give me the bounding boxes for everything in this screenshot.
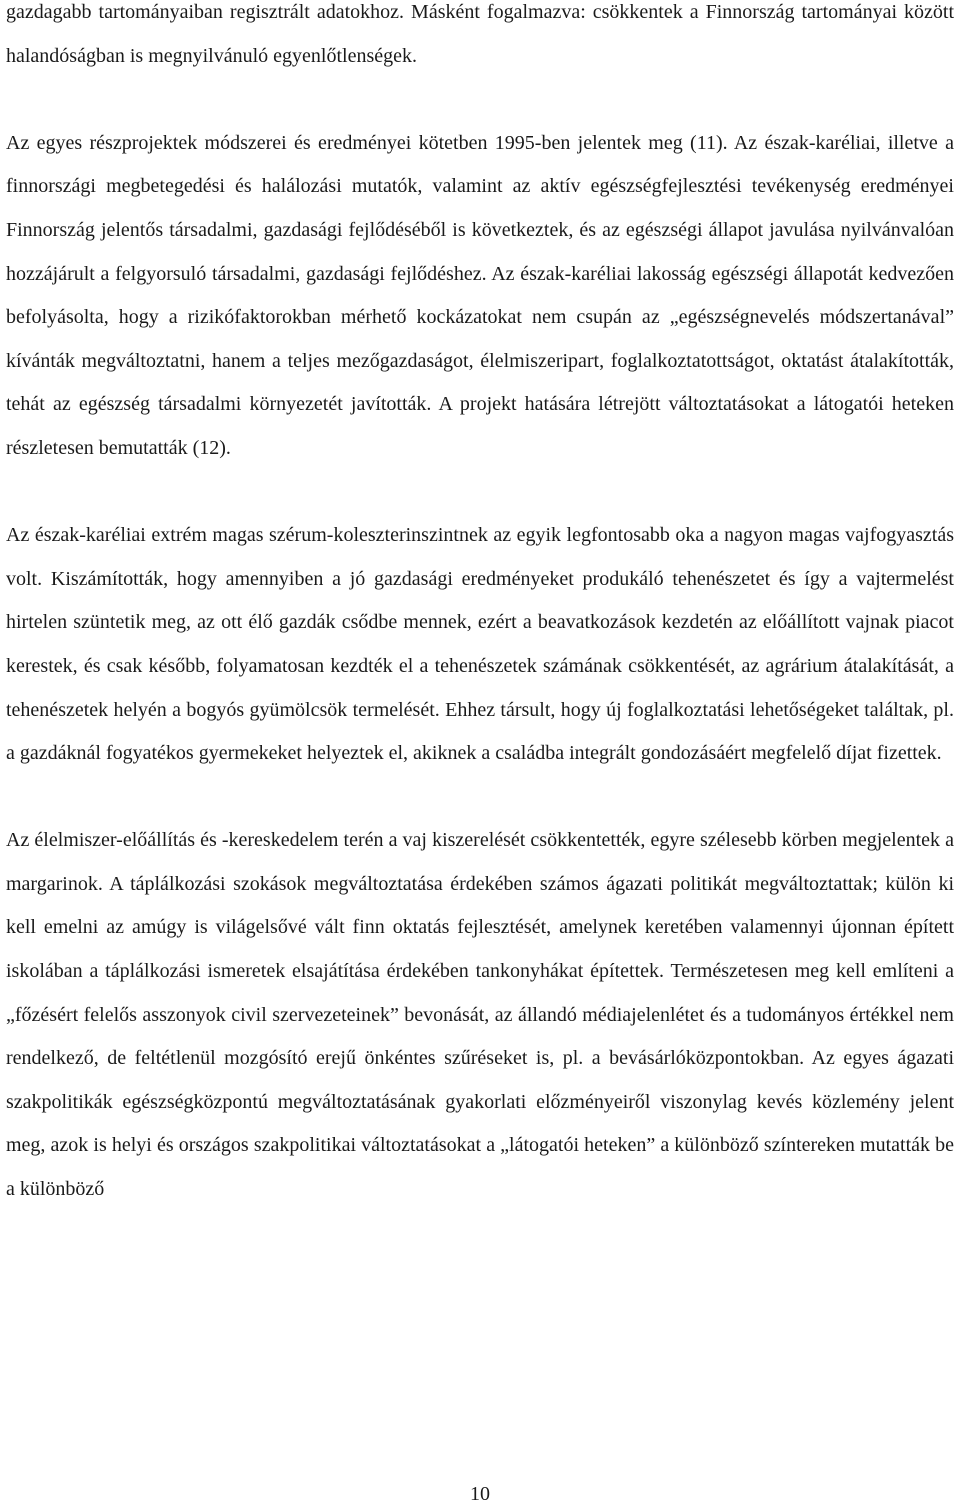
document-page [6, 0, 954, 1212]
page-number: 10 [470, 1483, 490, 1505]
paragraph-4: Az élelmiszer-előállítás és -kereskedelem terén a vaj kiszerelését csökkentették, egyre szélesebb körben megjelentek a margarinok. A táplálkozási szokások megváltoztatása érdekében számos ágazati politikát megváltoztattak; külön ki kell emelni az amúgy is világelsővé vált finn oktatás fejlesztését, amelynek keretében valamennyi újonnan épített iskolában a táplálkozási ismeretek elsajátítása érdekében tankonyhákat építettek. Természetesen meg kell említeni a „főzésért felelős asszonyok civil szervezeteinek” bevonását, az állandó médiajelenlétet és a tudományos értékkel nem rendelkező, de feltétlenül mozgósító erejű önkéntes szűréseket is, pl. a bevásárlóközpontokban. Az egyes ágazati szakpolitikák egészségközpontú megváltoztatásának gyakorlati előzményeiről viszonylag kevés közlemény jelent meg, azok is helyi és országos szakpolitikai változtatásokat a „látogatói heteken” a különböző színtereken mutatták be a különböző [6, 829, 954, 1201]
paragraph-3: Az észak-karéliai extrém magas szérum-koleszterinszintnek az egyik legfontosabb oka a nagyon magas vajfogyasztás volt. Kiszámították, hogy amennyiben a jó gazdasági eredményeket produkáló tehenészetet és így a vajtermelést hirtelen szüntetik meg, az ott élő gazdák csődbe mennek, ezért a beavatkozások kezdetén az előállított vajnak piacot kerestek, és csak később, folyamatosan kezdték el a tehenészetek számának csökkentését, az agrárium átalakítását, a tehenészetek helyén a bogyós gyümölcsök termelését. Ehhez társult, hogy új foglalkoztatási lehetőségeket találtak, pl. a gazdáknál fogyatékos gyermekeket helyeztek el, akiknek a családba integrált gondozásáért megfelelő díjat fizettek. [6, 524, 954, 765]
paragraph-2: Az egyes részprojektek módszerei és eredményei kötetben 1995-ben jelentek meg (11). Az észak-karéliai, illetve a finnországi megbetegedési és halálozási mutatók, valamint az aktív egészségfejlesztési tevékenység eredményei Finnország jelentős társadalmi, gazdasági fejlődéséből is következtek, és az egészségi állapot javulása nyilvánvalóan hozzájárult a felgyorsuló társadalmi, gazdasági fejlődéshez. Az észak-karéliai lakosság egészségi állapotát kedvezően befolyásolta, hogy a rizikófaktorokban mérhető kockázatokat nem csupán az „egészségnevelés módszertanával” kívánták megváltoztatni, hanem a teljes mezőgazdaságot, élelmiszeripart, foglalkoztatottságot, oktatást átalakították, tehát az egészség társadalmi környezetét javították. A projekt hatására létrejött változtatásokat a látogatói heteken részletesen bemutatták (12). [6, 131, 954, 459]
paragraph-1: gazdagabb tartományaiban regisztrált adatokhoz. Másként fogalmazva: csökkentek a Finnország tartományai között halandóságban is megnyilvánuló egyenlőtlenségek. [6, 1, 954, 67]
